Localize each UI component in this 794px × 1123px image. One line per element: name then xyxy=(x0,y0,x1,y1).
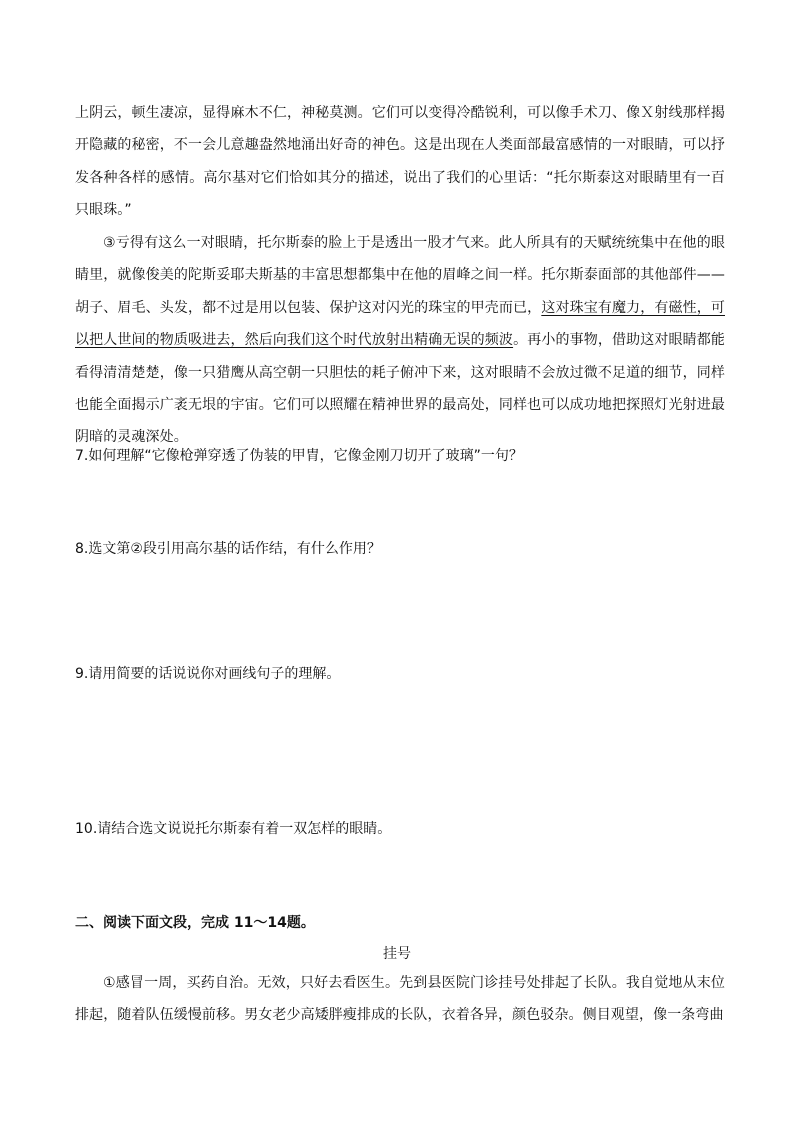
question-10: 10.请结合选文说说托尔斯泰有着一双怎样的眼睛。 xyxy=(75,821,392,837)
passage-paragraph-continued: 上阴云，顿生凄凉，显得麻木不仁，神秘莫测。它们可以变得冷酷锐利，可以像手术刀、像Ｘ射线那样揭开隐藏的秘密，不一会儿意趣盎然地涌出好奇的神色。这是出现在人类面部最富感情的一对眼睛，可以抒发各种各样的感情。高尔基对它们恰如其分的描述，说出了我们的心里话：“托尔斯泰这对眼睛里有一百只眼珠。” xyxy=(75,105,725,219)
paragraph-3-text-before: ③亏得有这么一对眼睛，托尔斯泰的脸上于是透出一股才气来。此人所具有的天赋统统集中在他的眼睛里，就像俊美的陀斯妥耶夫斯基的丰富思想都集中在他的眉峰之间一样。托尔斯泰面部的其他部件——胡子、眉毛、头发，都不过是用以包装、保护这对闪光的珠宝的甲壳而已， xyxy=(75,235,725,316)
section-2-paragraph-1: ①感冒一周，买药自治。无效，只好去看医生。先到县医院门诊挂号处排起了长队。我自觉地从末位排起，随着队伍缓慢前移。男女老少高矮胖瘦排成的长队，衣着各异，颜色驳杂。侧目观望，像一条弯曲 xyxy=(75,975,725,1024)
question-9: 9.请用简要的话说说你对画线句子的理解。 xyxy=(75,666,341,682)
article-title: 挂号 xyxy=(383,946,411,962)
section-2-heading: 二、阅读下面文段，完成 11～14题。 xyxy=(75,915,315,931)
question-7: 7.如何理解“它像枪弹穿透了伪装的甲胄，它像金刚刀切开了玻璃”一句？ xyxy=(75,448,523,464)
underlined-sentence: 这对珠宝有魔力，有磁性，可以把人世间的物质吸进去，然后向我们这个时代放射出精确无误的频波 xyxy=(75,299,725,349)
paragraph-3-text-after: 。再小的事物，借助这对眼睛都能看得清清楚楚，像一只猎鹰从高空朝一只胆怯的耗子俯冲下来，这对眼睛不会放过微不足道的细节，同样也能全面揭示广袤无垠的宇宙。它们可以照耀在精神世界的最高处，同样也可以成功地把探照灯光射进最阴暗的灵魂深处。 xyxy=(75,332,725,446)
passage-paragraph-3 xyxy=(75,227,725,454)
question-8: 8.选文第②段引用高尔基的话作结，有什么作用？ xyxy=(75,541,381,557)
